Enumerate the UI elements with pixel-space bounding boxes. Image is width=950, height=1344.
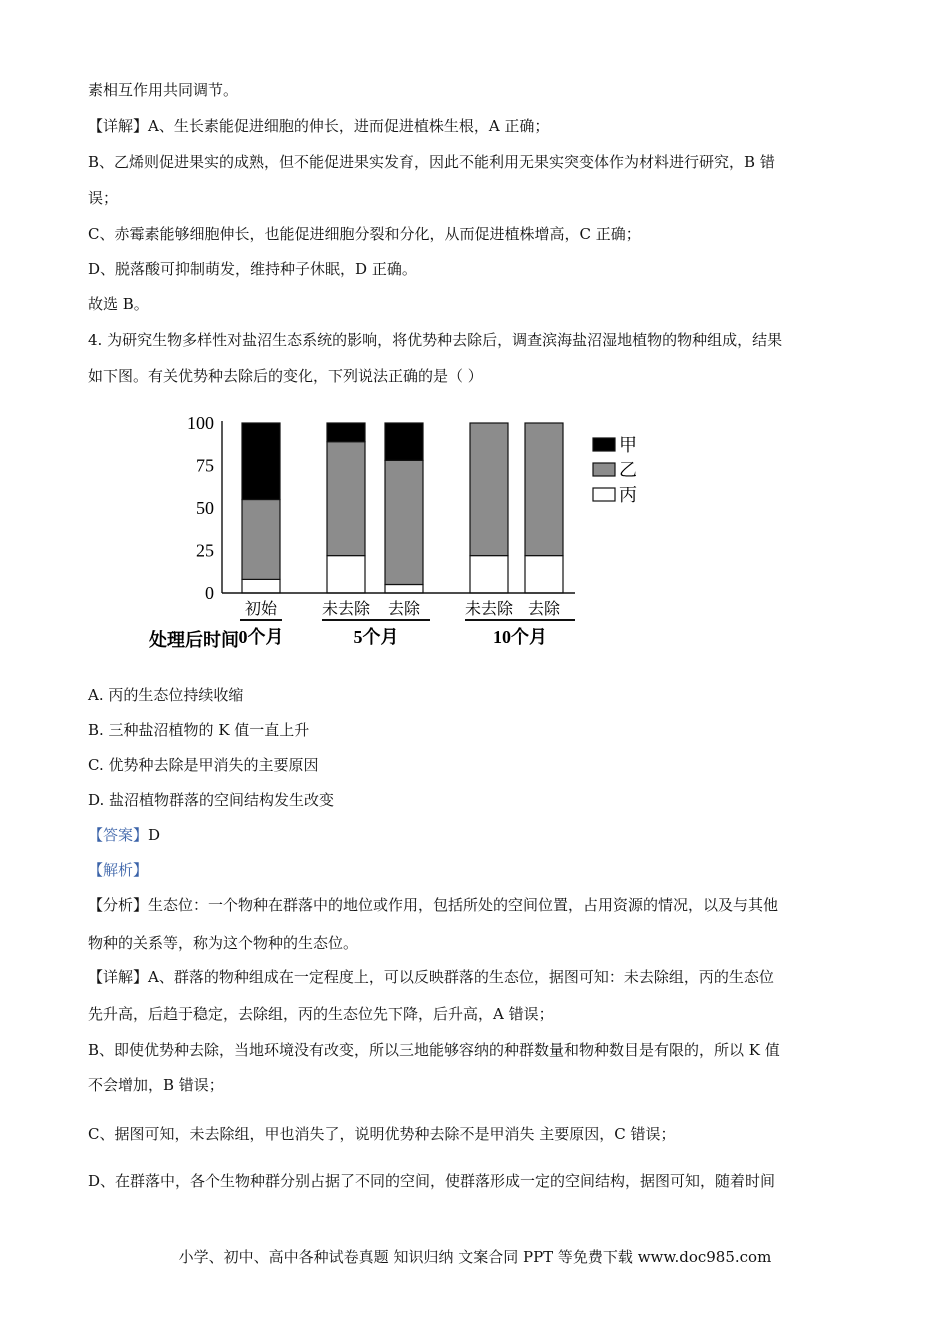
text-line: D、脱落酸可抑制萌发，维持种子休眠，D 正确。 <box>88 260 417 278</box>
text-line: D、在群落中，各个生物种群分别占据了不同的空间，使群落形成一定的空间结构，据图可知，随着时间 <box>88 1172 776 1190</box>
answer <box>88 825 160 845</box>
y-tick-label: 50 <box>196 498 214 518</box>
bar-segment-丙 <box>327 556 365 593</box>
group-label: 5个月 <box>353 627 399 647</box>
x-tick-label: 去除 <box>387 601 421 618</box>
legend-label: 丙 <box>619 485 637 505</box>
bar-segment-丙 <box>385 585 423 594</box>
y-tick-label: 100 <box>187 413 214 433</box>
text-line: 先升高，后趋于稳定，去除组，丙的生态位先下降，后升高，A 错误； <box>88 1005 554 1023</box>
answer-value: D <box>148 826 161 844</box>
text-line: B、乙烯则促进果实的成熟，但不能促进果实发育，因此不能利用无果实突变体作为材料进行研究，B 错 <box>88 153 775 171</box>
text-line: 素相互作用共同调节。 <box>88 81 239 99</box>
bar-segment-乙 <box>327 442 365 556</box>
bar-segment-丙 <box>242 579 280 593</box>
option-d: D. 盐沼植物群落的空间结构发生改变 <box>88 791 335 809</box>
text-line: B、即使优势种去除，当地环境没有改变，所以三地能够容纳的种群数量和物种数目是有限的，所以 K 值 <box>88 1041 780 1059</box>
text-line: 【分析】生态位：一个物种在群落中的地位或作用，包括所处的空间位置，占用资源的情况，以及与其他 <box>88 896 779 914</box>
text-line: 物种的关系等，称为这个物种的生态位。 <box>88 934 359 952</box>
text-line: 【详解】A、生长素能促进细胞的伸长，进而促进植株生根，A 正确； <box>88 117 550 135</box>
answer-tag: 【答案】 <box>88 826 149 844</box>
bar-segment-丙 <box>470 556 508 593</box>
bar-segment-乙 <box>242 500 280 580</box>
stacked-bar-chart <box>149 405 650 655</box>
option-c: C. 优势种去除是甲消失的主要原因 <box>88 756 319 774</box>
bar-segment-丙 <box>525 556 563 593</box>
footer: 小学、初中、高中各种试卷真题 知识归纳 文案合同 PPT 等免费下载 www.doc985.com <box>178 1248 772 1266</box>
legend-label: 乙 <box>619 460 637 480</box>
bar-segment-乙 <box>385 460 423 584</box>
question-stem: 如下图。有关优势种去除后的变化，下列说法正确的是（ ） <box>88 367 483 385</box>
option-a: A. 丙的生态位持续收缩 <box>88 686 244 704</box>
x-tick-label: 未去除 <box>464 601 514 618</box>
text-line: 故选 B。 <box>88 295 149 313</box>
group-label: 0个月 <box>238 627 284 647</box>
bar-segment-乙 <box>525 423 563 556</box>
legend-swatch <box>593 488 615 501</box>
x-tick-label: 初始 <box>244 601 278 618</box>
analysis-heading: 【解析】 <box>88 861 149 879</box>
x-axis-label: 处理后时间 <box>149 630 239 650</box>
legend-swatch <box>593 463 615 476</box>
legend-label: 甲 <box>619 435 637 455</box>
text-line: C、据图可知，未去除组，甲也消失了，说明优势种去除不是甲消失 主要原因，C 错误； <box>88 1125 676 1143</box>
text-line: 误； <box>88 189 119 207</box>
y-tick-label: 75 <box>196 455 214 476</box>
bar-segment-乙 <box>470 423 508 556</box>
x-tick-label: 去除 <box>527 601 561 618</box>
y-tick-label: 0 <box>205 583 214 603</box>
bar-segment-甲 <box>242 423 280 500</box>
legend-swatch <box>593 438 615 451</box>
text-line: 不会增加，B 错误； <box>88 1076 224 1094</box>
option-b: B. 三种盐沼植物的 K 值一直上升 <box>88 721 310 739</box>
text-line: 【详解】A、群落的物种组成在一定程度上，可以反映群落的生态位，据图可知：未去除组，丙的生态位 <box>88 968 774 986</box>
text-line: C、赤霉素能够细胞伸长，也能促进细胞分裂和分化，从而促进植株增高，C 正确； <box>88 225 641 243</box>
y-tick-label: 25 <box>196 540 214 561</box>
group-label: 10个月 <box>493 627 547 647</box>
bar-segment-甲 <box>385 423 423 460</box>
x-tick-label: 未去除 <box>321 601 371 618</box>
bar-segment-甲 <box>327 423 365 442</box>
question-stem: 4. 为研究生物多样性对盐沼生态系统的影响，将优势种去除后，调查滨海盐沼湿地植物的物种组成，结果 <box>88 331 783 349</box>
